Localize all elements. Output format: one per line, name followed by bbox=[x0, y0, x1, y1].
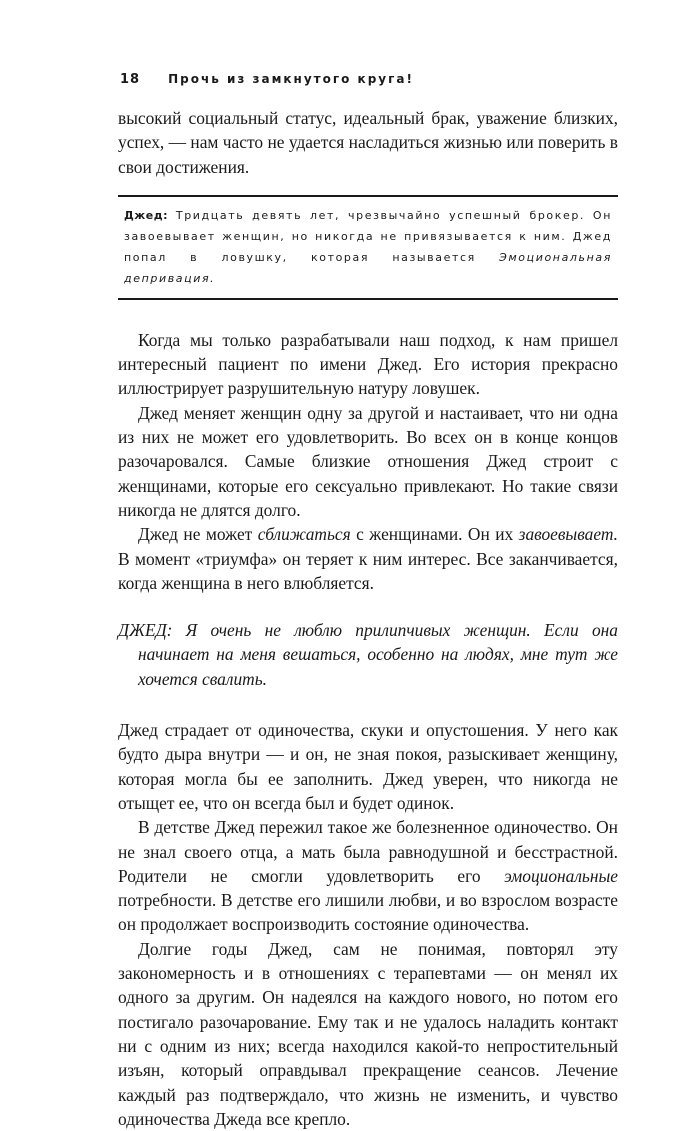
running-header bbox=[120, 72, 618, 87]
paragraph-1: Когда мы только разрабатывали наш подход, к нам пришел интересный пациент по имени Джед. Его история прекрасно иллюстрирует разрушительную натуру ловушек. bbox=[118, 329, 618, 399]
paragraph-intro: высокий социальный статус, идеальный брак, уважение близких, успех, — нам часто не удается насладиться жизнью или поверить в свои достижения. bbox=[118, 108, 618, 177]
emphasis-sblizhatsya: сближаться bbox=[257, 524, 351, 545]
paragraph-5: В детстве Джед пережил такое же болезненное одиночество. Он не знал своего отца, а мать была равнодушной и бесстрастной. Родители не смогли удовлетворить его эмоциональные потребности. В детстве его лишили любви, и во взрослом возрасте он продолжает воспроизводить состояние одиночества. bbox=[118, 817, 618, 935]
paragraph-3: Джед не может сближаться с женщинами. Он их завоевывает. В момент «триумфа» он теряет к ним интерес. Все заканчивается, когда женщина в него влюбляется. bbox=[118, 524, 618, 593]
emphasis-zavoevyvaet: завоевывает. bbox=[518, 524, 618, 545]
paragraph-6: Долгие годы Джед, сам не понимая, повторял эту закономерность и в отношениях с терапевтами — он менял их одного за другим. Он надеялся на каждого нового, но потом его постигало разочарование. Ему так и не удалось наладить контакт ни с одним из них; всегда находился какой-то непростительный изъян, который оправдывал прекращение сеансов. Лечение каждый раз подтверждало, что жизнь не изменить, и чувство одиночества Джеда все крепло. bbox=[118, 938, 618, 1129]
running-title: Прочь из замкнутого круга! bbox=[168, 72, 414, 86]
emphasis-emotsionalnye: эмоциональные bbox=[504, 865, 618, 886]
case-sidebar bbox=[118, 195, 618, 300]
sidebar-term: Эмоциональная депривация. bbox=[124, 250, 612, 285]
sidebar-text: Тридцать девять лет, чрезвычайно успешный брокер. Он завоевывает женщин, но никогда не привязывается к ним. Джед попал в ловушку, которая называется bbox=[124, 208, 612, 264]
paragraph-2: Джед меняет женщин одну за другой и настаивает, что ни одна из них не может его удовлетворить. Во всех он в конце концов разочаровался. Самые близкие отношения Джед строит с женщинами, которые его сексуально привлекают. Но такие связи никогда не длятся долго. bbox=[118, 402, 618, 520]
paragraph-4: Джед страдает от одиночества, скуки и опустошения. У него как будто дыра внутри — и он, не зная покоя, разыскивает женщину, которая могла бы ее заполнить. Джед уверен, что никогда не отыщет ее, что он всегда был и будет одинок. bbox=[118, 720, 618, 813]
dialogue-quote: ДЖЕД: Я очень не люблю прилипчивых женщин. Если она начинает на меня вешаться, особенно на людях, мне тут же хочется свалить. bbox=[118, 620, 618, 689]
sidebar-lead: Джед: bbox=[124, 208, 168, 222]
book-page bbox=[118, 72, 618, 1131]
page-number: 18 bbox=[120, 72, 141, 87]
